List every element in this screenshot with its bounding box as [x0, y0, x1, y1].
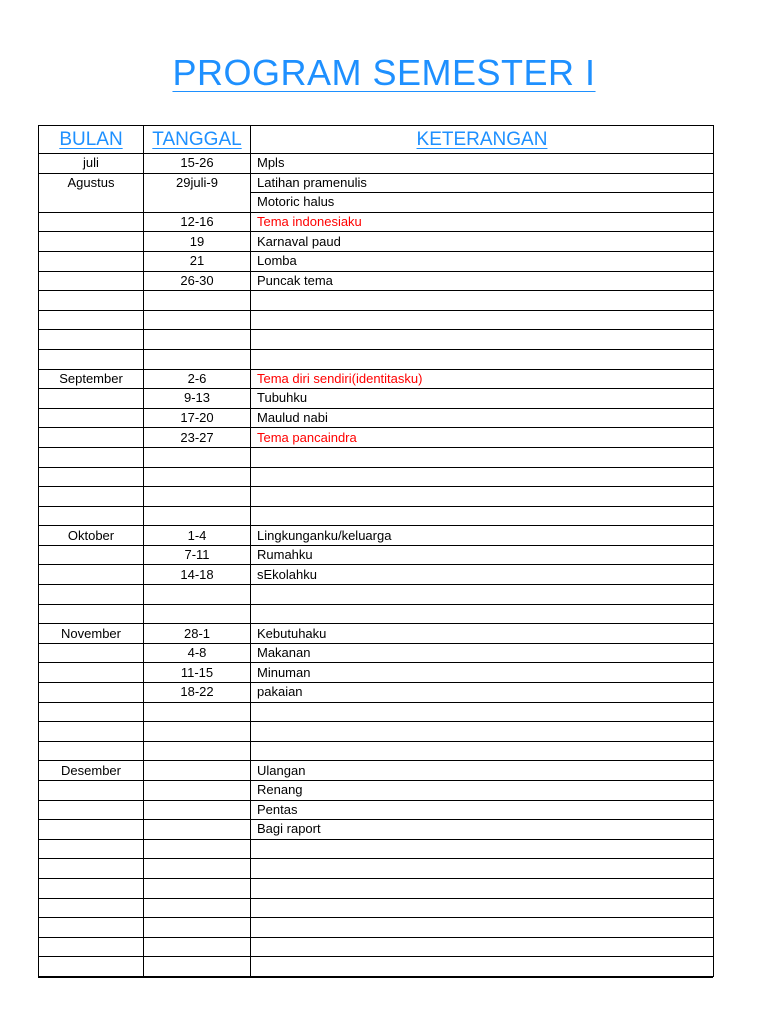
- cell-bulan: Agustus: [39, 173, 144, 193]
- cell-bulan: [39, 467, 144, 487]
- cell-bulan: [39, 349, 144, 369]
- cell-tanggal: [144, 330, 251, 350]
- table-bottom-border: [38, 977, 713, 978]
- cell-bulan: [39, 604, 144, 624]
- table-row: [39, 741, 714, 761]
- cell-keterangan: [251, 291, 714, 311]
- cell-keterangan: [251, 957, 714, 977]
- cell-keterangan: Tubuhku: [251, 389, 714, 409]
- cell-tanggal: 28-1: [144, 624, 251, 644]
- cell-bulan: [39, 741, 144, 761]
- cell-keterangan: [251, 467, 714, 487]
- cell-keterangan: [251, 506, 714, 526]
- table-row: [39, 467, 714, 487]
- cell-tanggal: 26-30: [144, 271, 251, 291]
- table-row: [39, 408, 714, 428]
- cell-bulan: [39, 585, 144, 605]
- table-row: [39, 526, 714, 546]
- cell-tanggal: [144, 310, 251, 330]
- cell-bulan: Desember: [39, 761, 144, 781]
- cell-keterangan: Karnaval paud: [251, 232, 714, 252]
- cell-keterangan: [251, 937, 714, 957]
- cell-keterangan: [251, 487, 714, 507]
- table-row: [39, 898, 714, 918]
- cell-tanggal: 11-15: [144, 663, 251, 683]
- cell-tanggal: [144, 585, 251, 605]
- table-row: [39, 585, 714, 605]
- table-row: [39, 330, 714, 350]
- table-row: [39, 957, 714, 977]
- cell-keterangan: Tema pancaindra: [251, 428, 714, 448]
- cell-keterangan: Rumahku: [251, 545, 714, 565]
- cell-bulan: [39, 428, 144, 448]
- cell-tanggal: 4-8: [144, 643, 251, 663]
- cell-bulan: [39, 722, 144, 742]
- cell-bulan: [39, 193, 144, 213]
- cell-tanggal: [144, 349, 251, 369]
- table-row: [39, 761, 714, 781]
- cell-tanggal: [144, 447, 251, 467]
- program-table: [38, 125, 714, 977]
- cell-bulan: [39, 487, 144, 507]
- cell-bulan: [39, 447, 144, 467]
- table-row: [39, 545, 714, 565]
- cell-keterangan: Mpls: [251, 154, 714, 174]
- cell-keterangan: Puncak tema: [251, 271, 714, 291]
- cell-keterangan: Pentas: [251, 800, 714, 820]
- cell-bulan: [39, 957, 144, 977]
- cell-bulan: [39, 408, 144, 428]
- cell-tanggal: 14-18: [144, 565, 251, 585]
- table-row: [39, 722, 714, 742]
- header-bulan: [39, 126, 144, 154]
- cell-bulan: [39, 918, 144, 938]
- table-row: [39, 173, 714, 193]
- cell-bulan: [39, 565, 144, 585]
- cell-keterangan: Tema indonesiaku: [251, 212, 714, 232]
- cell-tanggal: [144, 898, 251, 918]
- cell-keterangan: Maulud nabi: [251, 408, 714, 428]
- table-row: [39, 389, 714, 409]
- cell-keterangan: [251, 741, 714, 761]
- cell-bulan: [39, 781, 144, 801]
- cell-keterangan: [251, 859, 714, 879]
- cell-bulan: [39, 212, 144, 232]
- table-row: [39, 565, 714, 585]
- table-row: [39, 232, 714, 252]
- table-row: [39, 859, 714, 879]
- cell-bulan: [39, 878, 144, 898]
- cell-tanggal: [144, 722, 251, 742]
- cell-tanggal: 17-20: [144, 408, 251, 428]
- cell-bulan: [39, 291, 144, 311]
- cell-bulan: [39, 937, 144, 957]
- table-row: [39, 643, 714, 663]
- cell-bulan: November: [39, 624, 144, 644]
- header-tanggal-label: TANGGAL: [152, 128, 242, 150]
- cell-bulan: juli: [39, 154, 144, 174]
- table-row: [39, 781, 714, 801]
- cell-tanggal: 1-4: [144, 526, 251, 546]
- cell-bulan: [39, 271, 144, 291]
- cell-bulan: September: [39, 369, 144, 389]
- cell-tanggal: [144, 800, 251, 820]
- header-keterangan: [251, 126, 714, 154]
- cell-keterangan: Minuman: [251, 663, 714, 683]
- cell-keterangan: sEkolahku: [251, 565, 714, 585]
- cell-tanggal: [144, 702, 251, 722]
- cell-keterangan: [251, 447, 714, 467]
- table-row: [39, 428, 714, 448]
- cell-keterangan: [251, 702, 714, 722]
- header-bulan-label: BULAN: [59, 128, 123, 150]
- cell-keterangan: [251, 585, 714, 605]
- cell-bulan: [39, 545, 144, 565]
- table-row: [39, 271, 714, 291]
- cell-keterangan: [251, 898, 714, 918]
- table-row: [39, 839, 714, 859]
- cell-tanggal: [144, 839, 251, 859]
- cell-keterangan: [251, 839, 714, 859]
- cell-keterangan: [251, 330, 714, 350]
- cell-keterangan: Kebutuhaku: [251, 624, 714, 644]
- cell-keterangan: [251, 918, 714, 938]
- header-keterangan-label: KETERANGAN: [416, 128, 548, 150]
- cell-tanggal: [144, 291, 251, 311]
- cell-keterangan: [251, 604, 714, 624]
- cell-tanggal: 18-22: [144, 683, 251, 703]
- cell-tanggal: [144, 193, 251, 213]
- table-row: [39, 604, 714, 624]
- table-row: [39, 702, 714, 722]
- header-row: [39, 126, 714, 154]
- cell-bulan: [39, 330, 144, 350]
- cell-keterangan: Bagi raport: [251, 820, 714, 840]
- cell-bulan: [39, 839, 144, 859]
- cell-tanggal: [144, 467, 251, 487]
- table-row: [39, 154, 714, 174]
- table-row: [39, 193, 714, 213]
- cell-tanggal: [144, 761, 251, 781]
- cell-bulan: [39, 663, 144, 683]
- cell-tanggal: 19: [144, 232, 251, 252]
- cell-bulan: Oktober: [39, 526, 144, 546]
- cell-tanggal: [144, 741, 251, 761]
- table-row: [39, 937, 714, 957]
- cell-keterangan: Tema diri sendiri(identitasku): [251, 369, 714, 389]
- cell-bulan: [39, 643, 144, 663]
- cell-tanggal: [144, 820, 251, 840]
- cell-keterangan: [251, 310, 714, 330]
- cell-keterangan: [251, 349, 714, 369]
- cell-tanggal: [144, 487, 251, 507]
- table-row: [39, 447, 714, 467]
- table-row: [39, 487, 714, 507]
- cell-keterangan: Ulangan: [251, 761, 714, 781]
- cell-tanggal: [144, 859, 251, 879]
- cell-keterangan: pakaian: [251, 683, 714, 703]
- cell-bulan: [39, 506, 144, 526]
- cell-bulan: [39, 702, 144, 722]
- cell-tanggal: [144, 957, 251, 977]
- cell-bulan: [39, 800, 144, 820]
- cell-tanggal: 29juli-9: [144, 173, 251, 193]
- table-row: [39, 212, 714, 232]
- cell-tanggal: 15-26: [144, 154, 251, 174]
- cell-tanggal: 2-6: [144, 369, 251, 389]
- cell-bulan: [39, 683, 144, 703]
- table-row: [39, 624, 714, 644]
- cell-bulan: [39, 251, 144, 271]
- table-row: [39, 918, 714, 938]
- cell-bulan: [39, 232, 144, 252]
- cell-bulan: [39, 820, 144, 840]
- page-title-text: PROGRAM SEMESTER I: [172, 52, 596, 93]
- page-title: [0, 52, 768, 94]
- cell-bulan: [39, 310, 144, 330]
- cell-bulan: [39, 898, 144, 918]
- table-row: [39, 310, 714, 330]
- cell-bulan: [39, 389, 144, 409]
- cell-tanggal: 9-13: [144, 389, 251, 409]
- cell-tanggal: 21: [144, 251, 251, 271]
- table-row: [39, 878, 714, 898]
- cell-keterangan: [251, 722, 714, 742]
- cell-tanggal: [144, 781, 251, 801]
- table-row: [39, 251, 714, 271]
- cell-keterangan: Lingkunganku/keluarga: [251, 526, 714, 546]
- cell-bulan: [39, 859, 144, 879]
- table-row: [39, 820, 714, 840]
- header-tanggal: [144, 126, 251, 154]
- table-row: [39, 663, 714, 683]
- cell-keterangan: Motoric halus: [251, 193, 714, 213]
- table-row: [39, 349, 714, 369]
- table-row: [39, 506, 714, 526]
- cell-keterangan: Latihan pramenulis: [251, 173, 714, 193]
- table-row: [39, 800, 714, 820]
- table-row: [39, 291, 714, 311]
- cell-tanggal: [144, 918, 251, 938]
- table-row: [39, 683, 714, 703]
- cell-tanggal: 23-27: [144, 428, 251, 448]
- cell-keterangan: [251, 878, 714, 898]
- cell-tanggal: 7-11: [144, 545, 251, 565]
- cell-tanggal: [144, 506, 251, 526]
- cell-keterangan: Lomba: [251, 251, 714, 271]
- cell-tanggal: [144, 878, 251, 898]
- cell-tanggal: [144, 604, 251, 624]
- table-row: [39, 369, 714, 389]
- cell-keterangan: Renang: [251, 781, 714, 801]
- cell-tanggal: 12-16: [144, 212, 251, 232]
- cell-tanggal: [144, 937, 251, 957]
- cell-keterangan: Makanan: [251, 643, 714, 663]
